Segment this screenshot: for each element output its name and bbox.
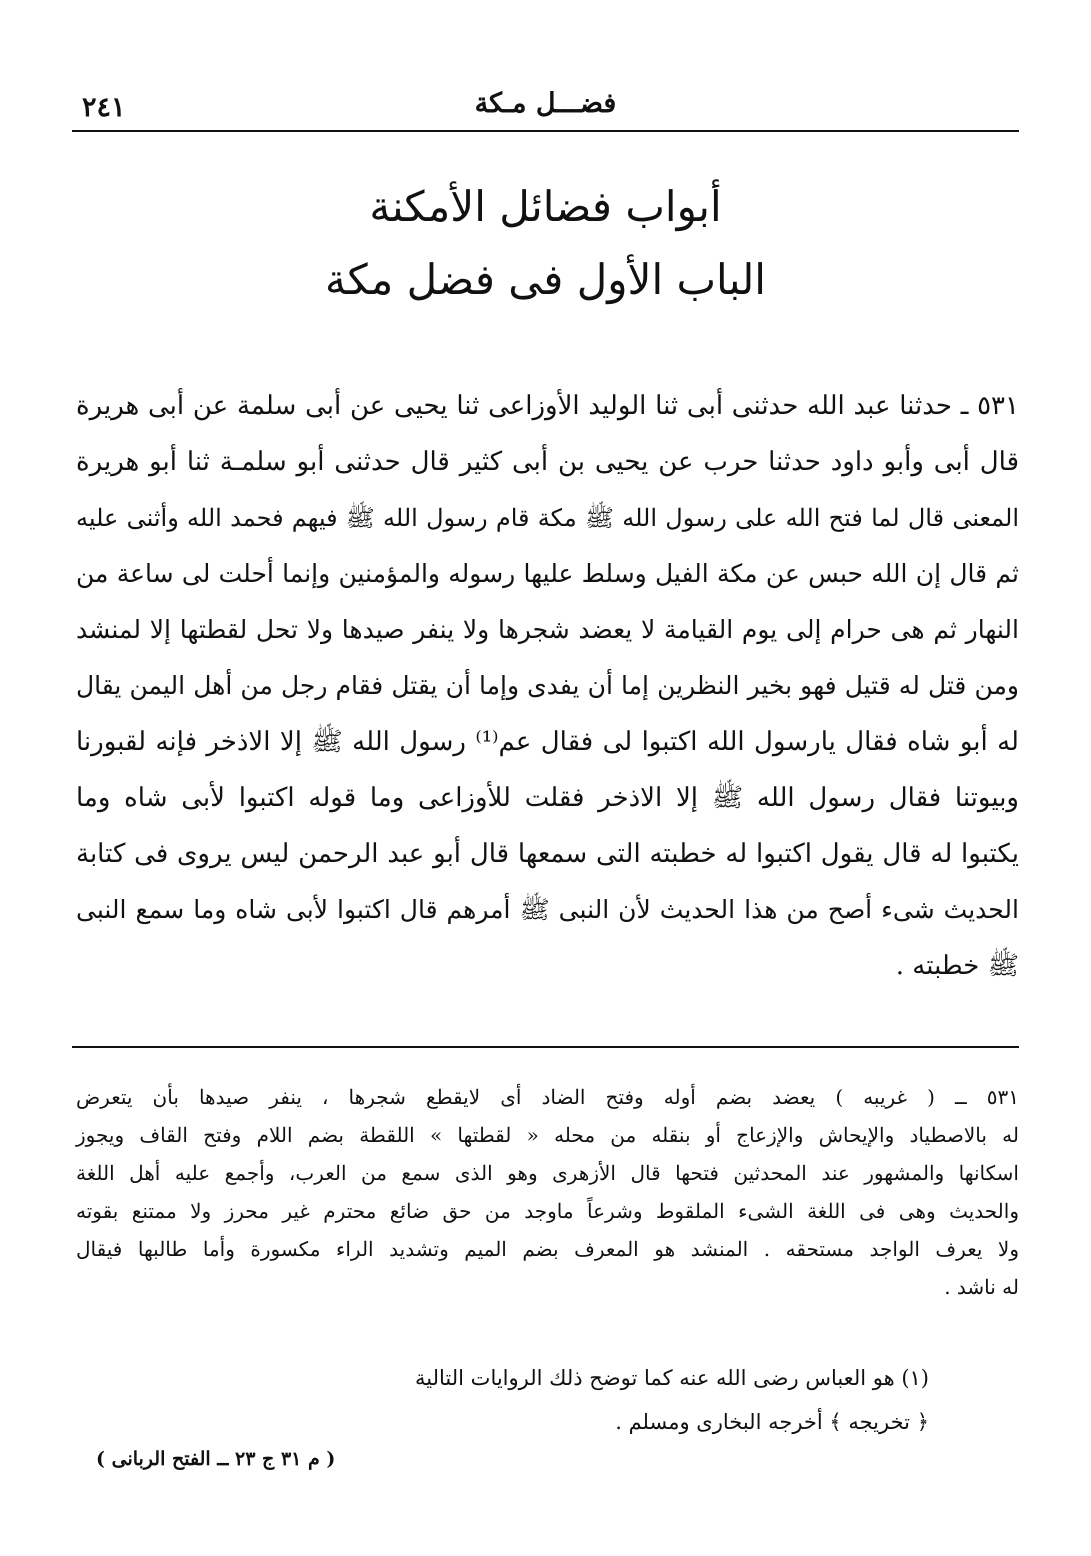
commentary-line: والحديث وهى فى اللغة الشىء الملقوط وشرعاً ماوجد من حق ضائع محترم غير محرز ولا ممتنع بقوته (76, 1199, 1019, 1223)
header-rule (72, 130, 1019, 132)
body-line: يكتبوا له قال يقول اكتبوا له خطبته التى سمعها قال أبو عبد الرحمن ليس يروى فى كتابة (76, 839, 1019, 869)
section-divider (72, 1046, 1019, 1048)
commentary (76, 1078, 1019, 1306)
running-header (72, 80, 1019, 130)
signature-mark: ( م ٣١ ج ٢٣ ــ الفتح الربانى ) (96, 1448, 336, 1470)
body-line: الحديث شىء أصح من هذا الحديث لأن النبى ﷺ أمرهم قال اكتبوا لأبى شاه وما سمع النبى (76, 895, 1019, 924)
body-line: ومن قتل له قتيل فهو بخير النظرين إما أن يفدى وإما أن يقتل فقام رجل من أهل اليمن يقال (76, 671, 1019, 700)
body-line: ثم قال إن الله حبس عن مكة الفيل وسلط عليها رسوله والمؤمنين وإنما أحلت لى ساعة من (76, 559, 1019, 588)
commentary-line: له ناشد . (944, 1275, 1019, 1299)
commentary-line: ولا يعرف الواجد مستحقه . المنشد هو المعرف بضم الميم وتشديد الراء مكسورة وأما طالبها فيقال (76, 1237, 1019, 1261)
footnote-line: (١) هو العباس رضى الله عنه كما توضح ذلك الروايات التالية (415, 1366, 929, 1390)
body-line: النهار ثم هى حرام إلى يوم القيامة لا يعضد شجرها ولا ينفر صيدها ولا تحل لقطتها إلا لمنشد (76, 615, 1019, 644)
body-line: وبيوتنا فقال رسول الله ﷺ إلا الاذخر فقلت للأوزاعى وما قوله اكتبوا لأبى شاه وما (76, 783, 1019, 813)
footnotes (120, 1356, 929, 1444)
footnote-line: ﴿ تخريجه ﴾ أخرجه البخارى ومسلم . (615, 1410, 929, 1434)
commentary-line: له بالاصطياد والإيحاش والإزعاج أو بنقله من محله « لقطتها » اللقطة بضم اللام وفتح القاف ويجوز (76, 1123, 1019, 1147)
commentary-line: اسكانها والمشهور عند المحدثين فتحها قال الأزهرى وهو الذى سمع من العرب، وأجمع عليه أهل اللغة (76, 1161, 1019, 1185)
page-number: ٢٤١ (82, 92, 126, 123)
body-line: ﷺ خطبته . (895, 951, 1019, 981)
chapter-heading: الباب الأول فى فضل مكة (325, 255, 766, 304)
body-line: له أبو شاه فقال يارسول الله اكتبوا لى فقال عم⁽¹⁾ رسول الله ﷺ إلا الاذخر فإنه لقبورنا (76, 727, 1019, 757)
body-line: قال أبى وأبو داود حدثنا حرب عن يحيى بن أبى كثير قال حدثنى أبو سلمـة ثنا أبو هريرة (76, 447, 1019, 477)
body-line: المعنى قال لما فتح الله على رسول الله ﷺ مكة قام رسول الله ﷺ فيهم فحمد الله وأثنى عليه (76, 504, 1019, 532)
hadith-body (76, 378, 1019, 994)
body-line: ٥٣١ ـ حدثنا عبد الله حدثنى أبى ثنا الوليد الأوزاعى ثنا يحيى عن أبى سلمة عن أبى هريرة (76, 391, 1019, 421)
commentary-line: ٥٣١ ــ ( غريبه ) يعضد بضم أوله وفتح الضاد أى لايقطع شجرها ، ينفر صيدها بأن يتعرض (76, 1085, 1019, 1109)
running-title: فضـــل مـكة (474, 88, 617, 119)
main-heading: أبواب فضائل الأمكنة (369, 182, 722, 231)
